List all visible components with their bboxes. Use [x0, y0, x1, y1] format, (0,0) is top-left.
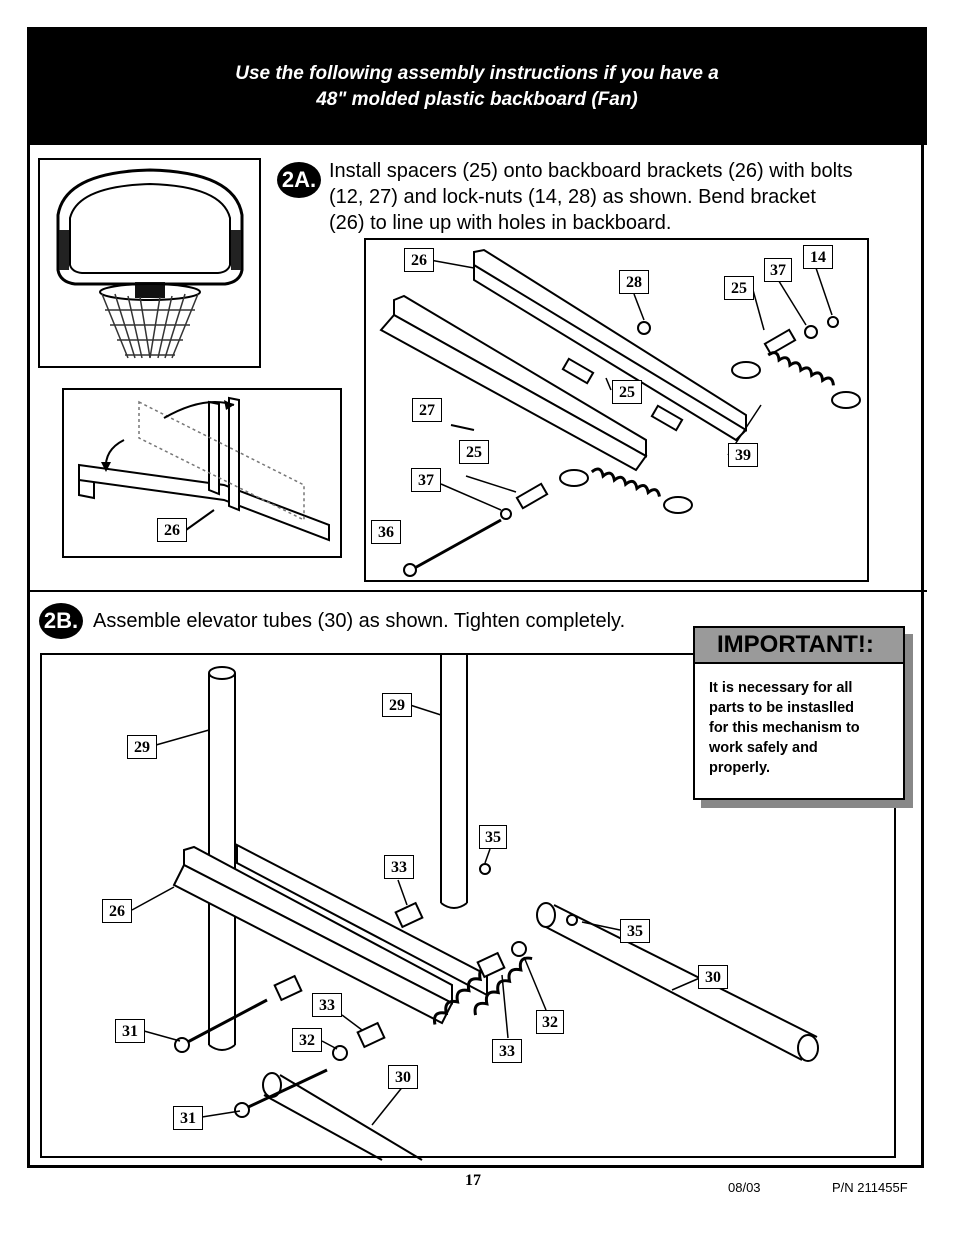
callout-35: 35: [479, 825, 507, 849]
callout-36: 36: [371, 520, 401, 544]
header-line-2: 48" molded plastic backboard (Fan): [316, 89, 638, 110]
header-line-1: Use the following assembly instructions if you have a: [235, 63, 719, 84]
callout-32: 32: [536, 1010, 564, 1034]
page-header: [27, 27, 927, 145]
callout-26: 26: [404, 248, 434, 272]
step-2a-line-1: Install spacers (25) onto backboard brackets (26) with bolts: [329, 160, 853, 182]
important-line-1: It is necessary for all: [709, 680, 853, 696]
revision-date: 08/03: [728, 1180, 761, 1195]
callout-30: 30: [388, 1065, 418, 1089]
step-2a-line-2: (12, 27) and lock-nuts (14, 28) as shown. Bend bracket: [329, 186, 816, 208]
important-title: IMPORTANT!:: [695, 628, 903, 664]
callout-31: 31: [115, 1019, 145, 1043]
callout-37: 37: [764, 258, 792, 282]
callout-29: 29: [127, 735, 157, 759]
page-number: 17: [465, 1172, 481, 1189]
callout-37: 37: [411, 468, 441, 492]
bend-bracket-drawing: [64, 390, 344, 560]
callout-25: 25: [459, 440, 489, 464]
callout-28: 28: [619, 270, 649, 294]
step-2a-line-3: (26) to line up with holes in backboard.: [329, 212, 672, 234]
section-divider: [27, 590, 927, 592]
important-notice: [693, 626, 905, 800]
important-line-5: properly.: [709, 760, 770, 776]
callout-26: 26: [157, 518, 187, 542]
step-2b-badge: 2B.: [39, 603, 83, 639]
callout-26: 26: [102, 899, 132, 923]
important-text: [695, 664, 903, 778]
step-2a-instructions: [329, 158, 853, 236]
callout-29: 29: [382, 693, 412, 717]
callout-25: 25: [612, 380, 642, 404]
callout-39: 39: [728, 443, 758, 467]
callout-33: 33: [384, 855, 414, 879]
important-line-2: parts to be instaslled: [709, 700, 855, 716]
callout-27: 27: [412, 398, 442, 422]
step-2a-badge: 2A.: [277, 162, 321, 198]
callout-35: 35: [620, 919, 650, 943]
callout-25: 25: [724, 276, 754, 300]
bend-bracket-inset: [62, 388, 342, 558]
backboard-illustration: [38, 158, 261, 368]
callout-32: 32: [292, 1028, 322, 1052]
important-line-3: for this mechanism to: [709, 720, 860, 736]
bracket-assembly-diagram: [364, 238, 869, 582]
callout-33: 33: [312, 993, 342, 1017]
step-2b-instructions: Assemble elevator tubes (30) as shown. Tighten completely.: [93, 610, 626, 632]
part-number: P/N 211455F: [832, 1180, 908, 1195]
important-line-4: work safely and: [709, 740, 818, 756]
callout-14: 14: [803, 245, 833, 269]
callout-30: 30: [698, 965, 728, 989]
backboard-drawing: [40, 160, 263, 370]
callout-31: 31: [173, 1106, 203, 1130]
callout-33: 33: [492, 1039, 522, 1063]
